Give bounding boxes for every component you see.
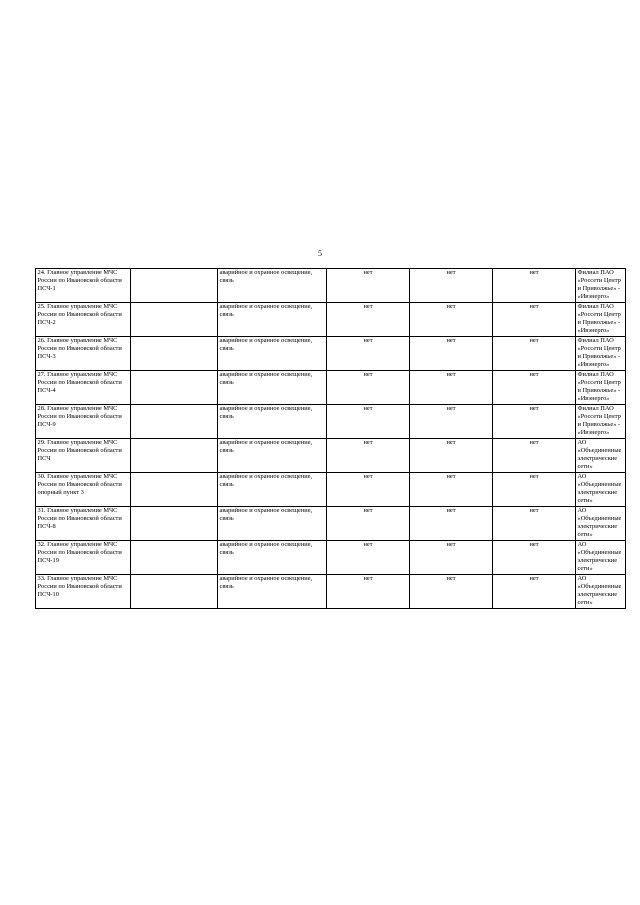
- organization-cell: 33. Главное управление МЧС России по Ивановской области ПСЧ-10: [36, 575, 131, 609]
- supplier-cell: АО «Объединенные электрические сети»: [576, 507, 626, 541]
- value-cell-3: нет: [493, 269, 576, 303]
- supplier-cell: Филиал ПАО «Россети Центр и Приволжье» - «Ивэнерго»: [576, 371, 626, 405]
- value-cell-2: нет: [410, 439, 493, 473]
- load-cell: аварийное и охранное освещение, связь: [218, 575, 327, 609]
- empty-cell: [131, 575, 218, 609]
- supplier-cell: АО «Объединенные электрические сети»: [576, 473, 626, 507]
- value-cell-3: нет: [493, 371, 576, 405]
- value-cell-1: нет: [327, 337, 410, 371]
- table-row: [36, 473, 626, 507]
- value-cell-1: нет: [327, 405, 410, 439]
- empty-cell: [131, 337, 218, 371]
- value-cell-1: нет: [327, 269, 410, 303]
- value-cell-3: нет: [493, 439, 576, 473]
- load-cell: аварийное и охранное освещение, связь: [218, 269, 327, 303]
- load-cell: аварийное и охранное освещение, связь: [218, 303, 327, 337]
- table-row: [36, 405, 626, 439]
- load-cell: аварийное и охранное освещение, связь: [218, 371, 327, 405]
- value-cell-2: нет: [410, 303, 493, 337]
- value-cell-2: нет: [410, 507, 493, 541]
- consumers-table: [35, 268, 626, 609]
- value-cell-2: нет: [410, 405, 493, 439]
- table-row: [36, 303, 626, 337]
- value-cell-2: нет: [410, 371, 493, 405]
- load-cell: аварийное и охранное освещение, связь: [218, 507, 327, 541]
- table-row: [36, 575, 626, 609]
- empty-cell: [131, 507, 218, 541]
- supplier-cell: АО «Объединенные электрические сети»: [576, 575, 626, 609]
- load-cell: аварийное и охранное освещение, связь: [218, 337, 327, 371]
- value-cell-3: нет: [493, 541, 576, 575]
- value-cell-1: нет: [327, 303, 410, 337]
- supplier-cell: Филиал ПАО «Россети Центр и Приволжье» - «Ивэнерго»: [576, 337, 626, 371]
- value-cell-2: нет: [410, 575, 493, 609]
- supplier-cell: Филиал ПАО «Россети Центр и Приволжье» - «Ивэнерго»: [576, 405, 626, 439]
- value-cell-3: нет: [493, 337, 576, 371]
- empty-cell: [131, 371, 218, 405]
- value-cell-2: нет: [410, 473, 493, 507]
- empty-cell: [131, 303, 218, 337]
- value-cell-2: нет: [410, 541, 493, 575]
- value-cell-3: нет: [493, 507, 576, 541]
- value-cell-1: нет: [327, 371, 410, 405]
- empty-cell: [131, 405, 218, 439]
- load-cell: аварийное и охранное освещение, связь: [218, 439, 327, 473]
- table-row: [36, 541, 626, 575]
- value-cell-3: нет: [493, 303, 576, 337]
- empty-cell: [131, 439, 218, 473]
- table-row: [36, 337, 626, 371]
- value-cell-1: нет: [327, 541, 410, 575]
- supplier-cell: АО «Объединенные электрические сети»: [576, 541, 626, 575]
- table-row: [36, 439, 626, 473]
- value-cell-3: нет: [493, 473, 576, 507]
- organization-cell: 28. Главное управление МЧС России по Ивановской области ПСЧ-9: [36, 405, 131, 439]
- organization-cell: 24. Главное управление МЧС России по Ивановской области ПСЧ-1: [36, 269, 131, 303]
- value-cell-1: нет: [327, 507, 410, 541]
- table-row: [36, 507, 626, 541]
- value-cell-2: нет: [410, 269, 493, 303]
- empty-cell: [131, 473, 218, 507]
- supplier-cell: Филиал ПАО «Россети Центр и Приволжье» - «Ивэнерго»: [576, 269, 626, 303]
- organization-cell: 26. Главное управление МЧС России по Ивановской области ПСЧ-3: [36, 337, 131, 371]
- value-cell-3: нет: [493, 405, 576, 439]
- value-cell-1: нет: [327, 575, 410, 609]
- table-row: [36, 371, 626, 405]
- organization-cell: 32. Главное управление МЧС России по Ивановской области ПСЧ-19: [36, 541, 131, 575]
- supplier-cell: АО «Объединенные электрические сети»: [576, 439, 626, 473]
- supplier-cell: Филиал ПАО «Россети Центр и Приволжье» - «Ивэнерго»: [576, 303, 626, 337]
- organization-cell: 30. Главное управление МЧС России по Ивановской области опорный пункт 3: [36, 473, 131, 507]
- value-cell-1: нет: [327, 439, 410, 473]
- value-cell-3: нет: [493, 575, 576, 609]
- page-number: 5: [318, 249, 322, 258]
- value-cell-1: нет: [327, 473, 410, 507]
- load-cell: аварийное и охранное освещение, связь: [218, 405, 327, 439]
- load-cell: аварийное и охранное освещение, связь: [218, 473, 327, 507]
- load-cell: аварийное и охранное освещение, связь: [218, 541, 327, 575]
- organization-cell: 31. Главное управление МЧС России по Ивановской области ПСЧ-8: [36, 507, 131, 541]
- value-cell-2: нет: [410, 337, 493, 371]
- organization-cell: 29. Главное управление МЧС России по Ивановской области ПСЧ: [36, 439, 131, 473]
- organization-cell: 25. Главное управление МЧС России по Ивановской области ПСЧ-2: [36, 303, 131, 337]
- organization-cell: 27. Главное управление МЧС России по Ивановской области ПСЧ-4: [36, 371, 131, 405]
- empty-cell: [131, 269, 218, 303]
- empty-cell: [131, 541, 218, 575]
- table-row: [36, 269, 626, 303]
